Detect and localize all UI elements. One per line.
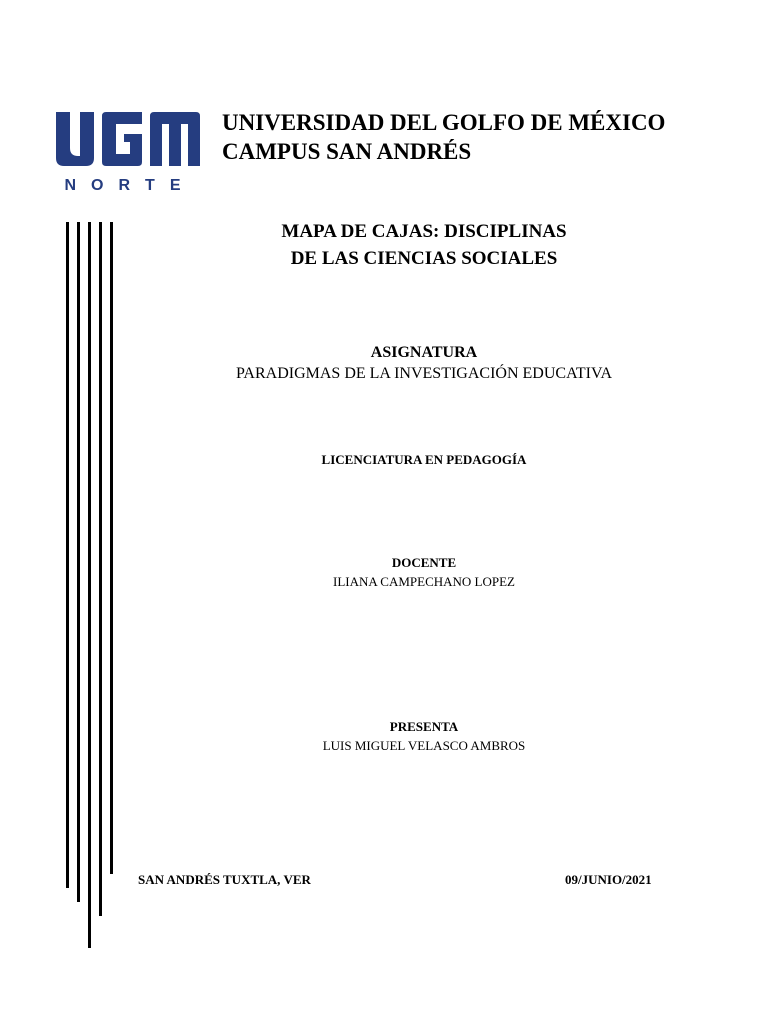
ugm-norte-logo [50,104,210,194]
vertical-line [88,222,91,948]
vertical-line [77,222,80,902]
document-title [130,218,718,272]
presenta-name: LUIS MIGUEL VELASCO AMBROS [322,738,526,753]
footer-location: SAN ANDRÉS TUXTLA, VER [138,872,311,887]
vertical-line [110,222,113,874]
ugm-letters [56,112,200,166]
licenciatura: LICENCIATURA EN PEDAGOGÍA [321,452,527,467]
presenta-label: PRESENTA [389,719,459,734]
title-line-2: DE LAS CIENCIAS SOCIALES [290,248,558,269]
asignatura-value: PARADIGMAS DE LA INVESTIGACIÓN EDUCATIVA [235,365,612,382]
footer-date: 09/JUNIO/2021 [565,872,652,887]
university-line-1: UNIVERSIDAD DEL GOLFO DE MÉXICO [222,110,666,135]
vertical-line [66,222,69,888]
title-line-1: MAPA DE CAJAS: DISCIPLINAS [281,221,567,242]
asignatura-label: ASIGNATURA [370,344,478,361]
docente-section [130,553,718,591]
presenta-section [130,717,718,755]
docente-label: DOCENTE [391,555,457,570]
docente-name: ILIANA CAMPECHANO LOPEZ [333,574,515,589]
campus-line: CAMPUS SAN ANDRÉS [222,139,472,164]
university-name [222,108,665,166]
asignatura-section [130,342,718,384]
logo-subtext: NORTE [64,177,196,194]
vertical-line [99,222,102,916]
